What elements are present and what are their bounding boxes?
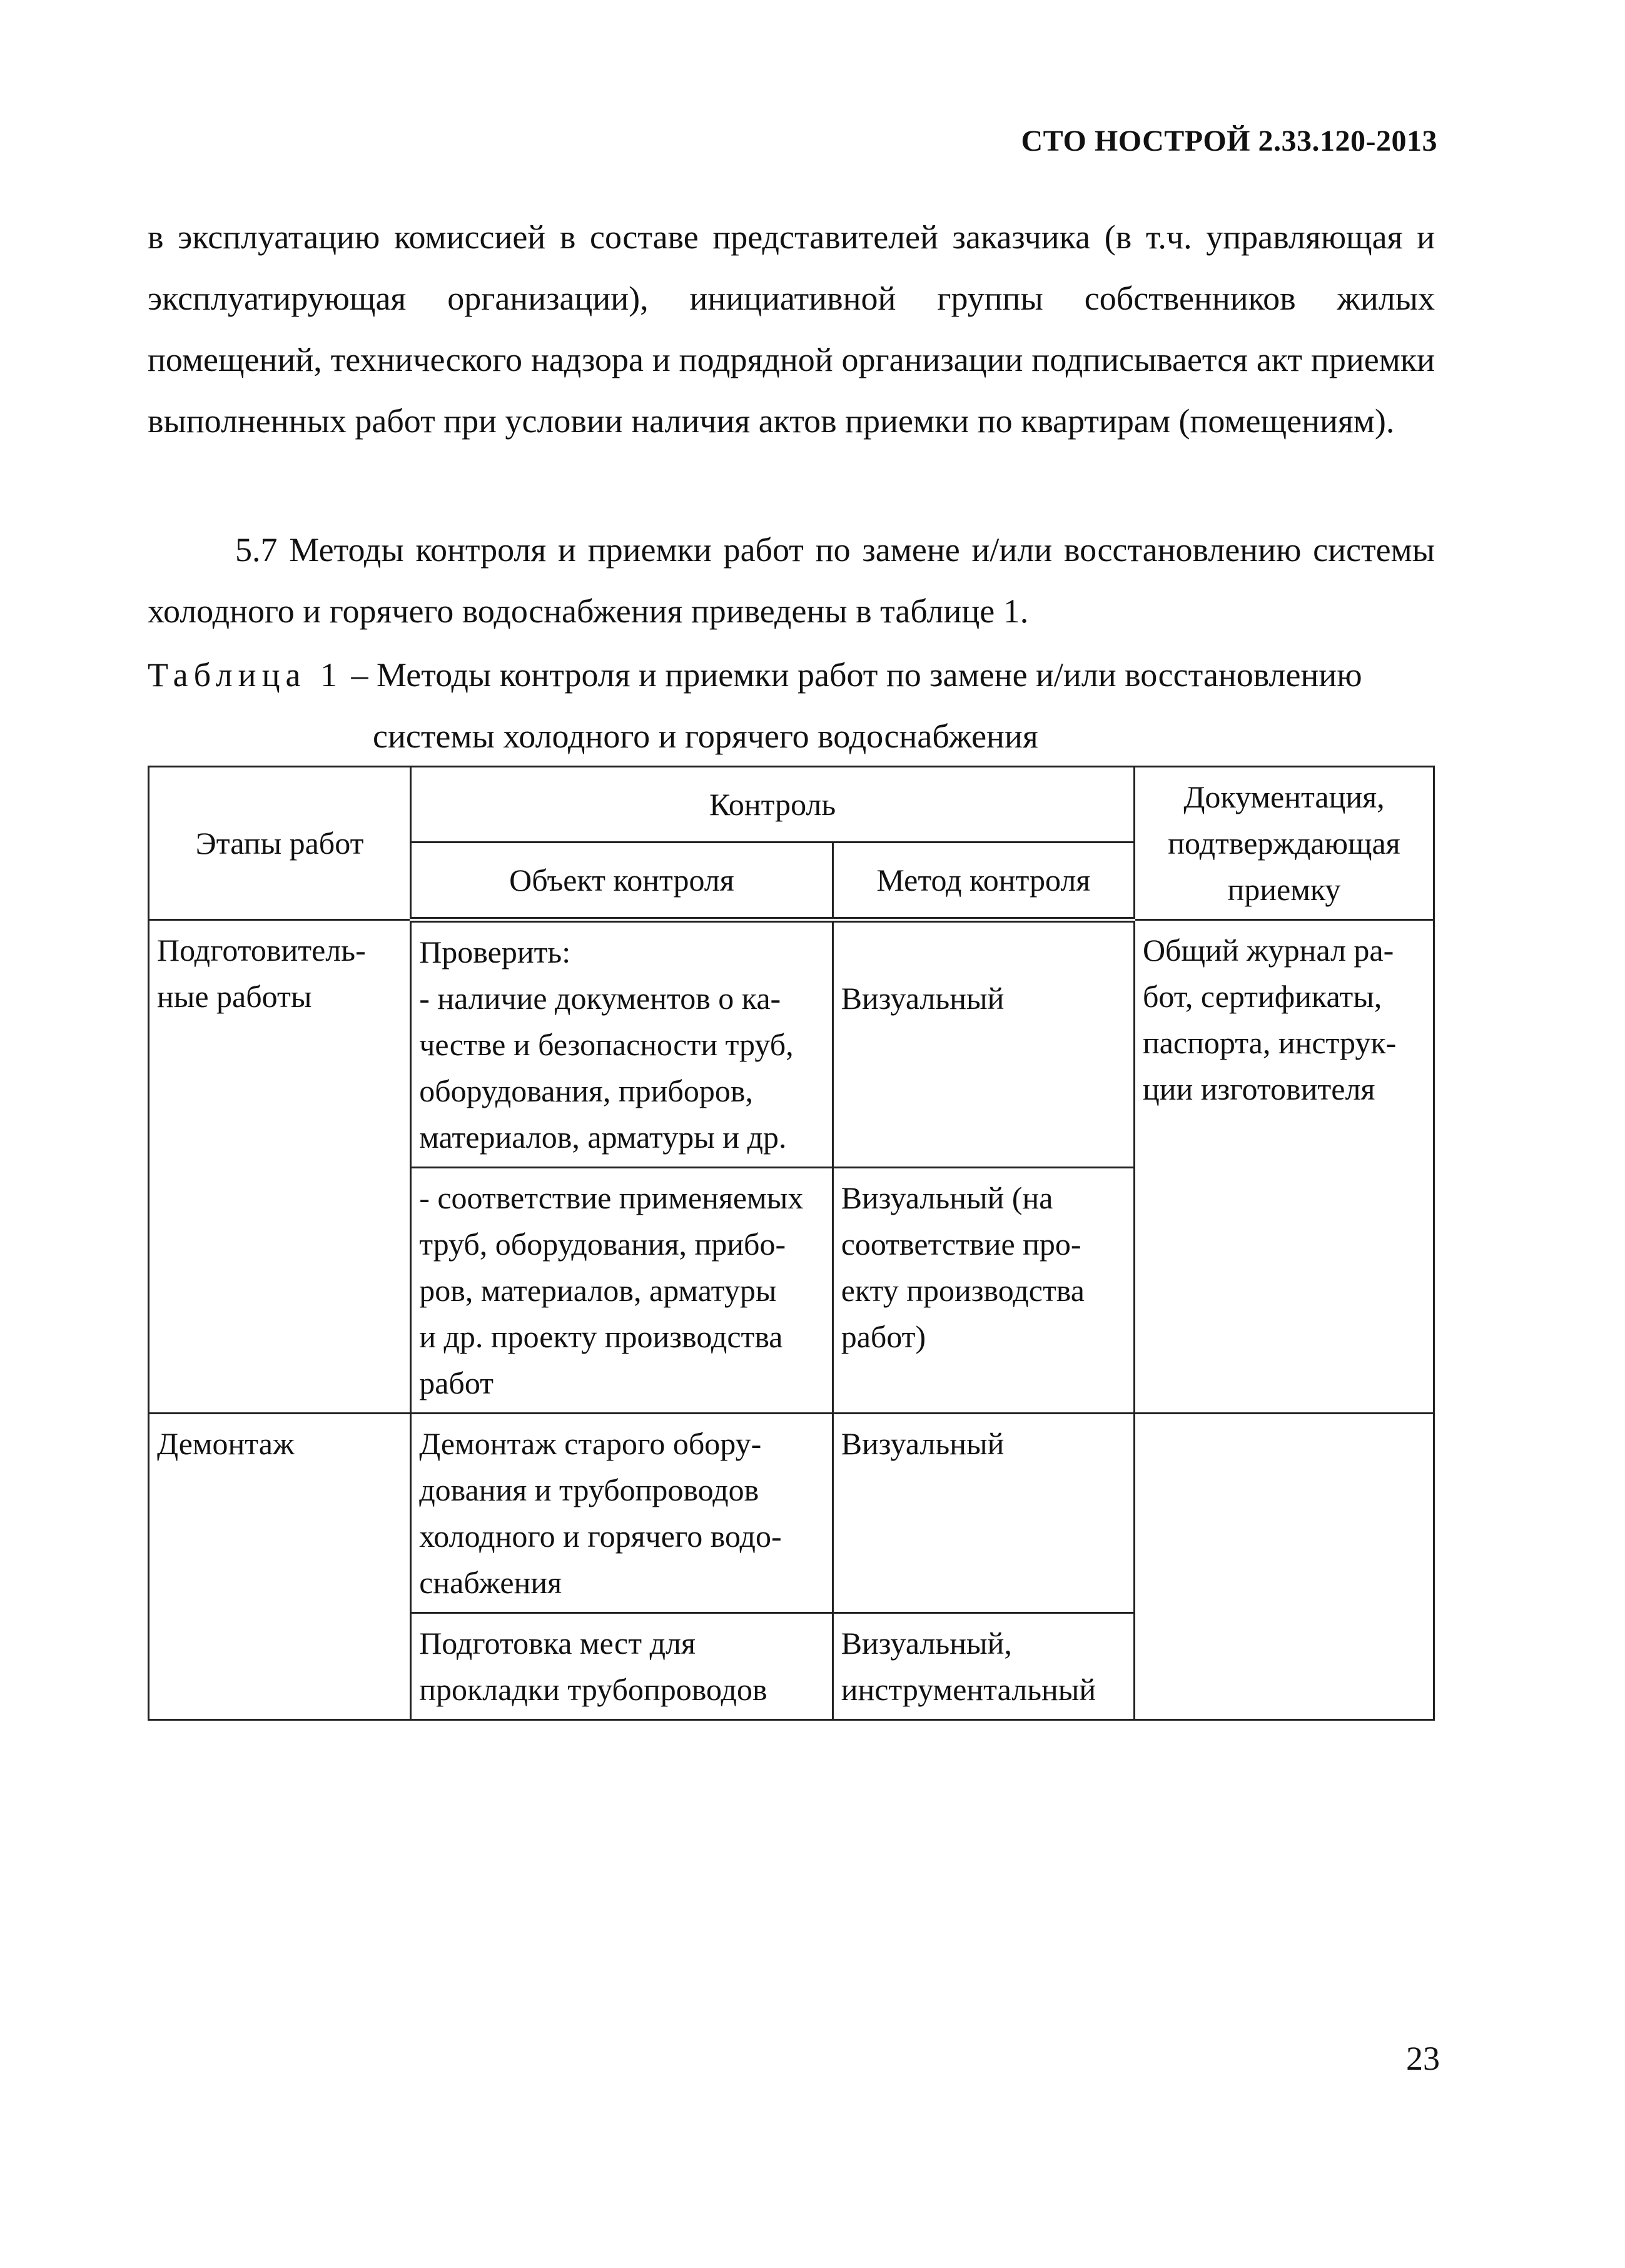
cell-method: Визуальный bbox=[833, 920, 1134, 1168]
header-control: Контроль bbox=[411, 767, 1135, 843]
cell-method: Визуальный, инструментальный bbox=[833, 1613, 1134, 1720]
cell-object: Проверить: - наличие документов о ка- честве и безопасности труб, оборудования, приборов, материалов, арматуры и др. bbox=[411, 920, 833, 1168]
cell-documentation bbox=[1134, 1414, 1434, 1720]
header-control-method: Метод контроля bbox=[833, 842, 1134, 919]
cell-documentation: Общий журнал ра- бот, сертификаты, паспорта, инструк- ции изготовителя bbox=[1134, 920, 1434, 1414]
header-stages: Этапы работ bbox=[149, 767, 411, 920]
cell-object: - соответствие применяемых труб, оборудования, прибо- ров, материалов, арматуры и др. проекту производства работ bbox=[411, 1168, 833, 1414]
table-row bbox=[149, 1414, 1434, 1613]
table-caption-line1: – Методы контроля и приемки работ по замене и/или восстановлению bbox=[342, 656, 1362, 694]
cell-method: Визуальный (на соответствие про- екту производства работ) bbox=[833, 1168, 1134, 1414]
paragraph-5-7: 5.7 Методы контроля и приемки работ по замене и/или восстановлению системы холодного и горячего водоснабжения приведены в таблице 1. bbox=[148, 531, 1435, 630]
page-number: 23 bbox=[1406, 2040, 1440, 2077]
table-row bbox=[149, 920, 1434, 1168]
cell-method: Визуальный bbox=[833, 1414, 1134, 1613]
paragraph-acceptance-act: в эксплуатацию комиссией в составе представителей заказчика (в т.ч. управляющая и эксплуатирующая организации), инициативной группы собственников жилых помещений, технического надзора и подрядной организации подписывается акт приемки выполненных работ при условии наличия актов приемки по квартирам (помещениям). bbox=[148, 218, 1435, 440]
cell-object: Демонтаж старого обору- дования и трубопроводов холодного и горячего водо- снабжения bbox=[411, 1414, 833, 1613]
document-code-header: СТО НОСТРОЙ 2.33.120-2013 bbox=[1021, 124, 1437, 158]
header-documentation: Документация, подтверждающая приемку bbox=[1134, 767, 1434, 920]
header-control-object: Объект контроля bbox=[411, 842, 833, 919]
table-caption bbox=[148, 644, 1435, 767]
table-caption-label: Таблица 1 bbox=[148, 656, 343, 694]
cell-stage: Подготовитель- ные работы bbox=[149, 920, 411, 1414]
methods-table bbox=[148, 766, 1435, 1721]
table-caption-line2: системы холодного и горячего водоснабжения bbox=[373, 717, 1038, 755]
cell-object: Подготовка мест для прокладки трубопроводов bbox=[411, 1613, 833, 1720]
cell-stage: Демонтаж bbox=[149, 1414, 411, 1720]
